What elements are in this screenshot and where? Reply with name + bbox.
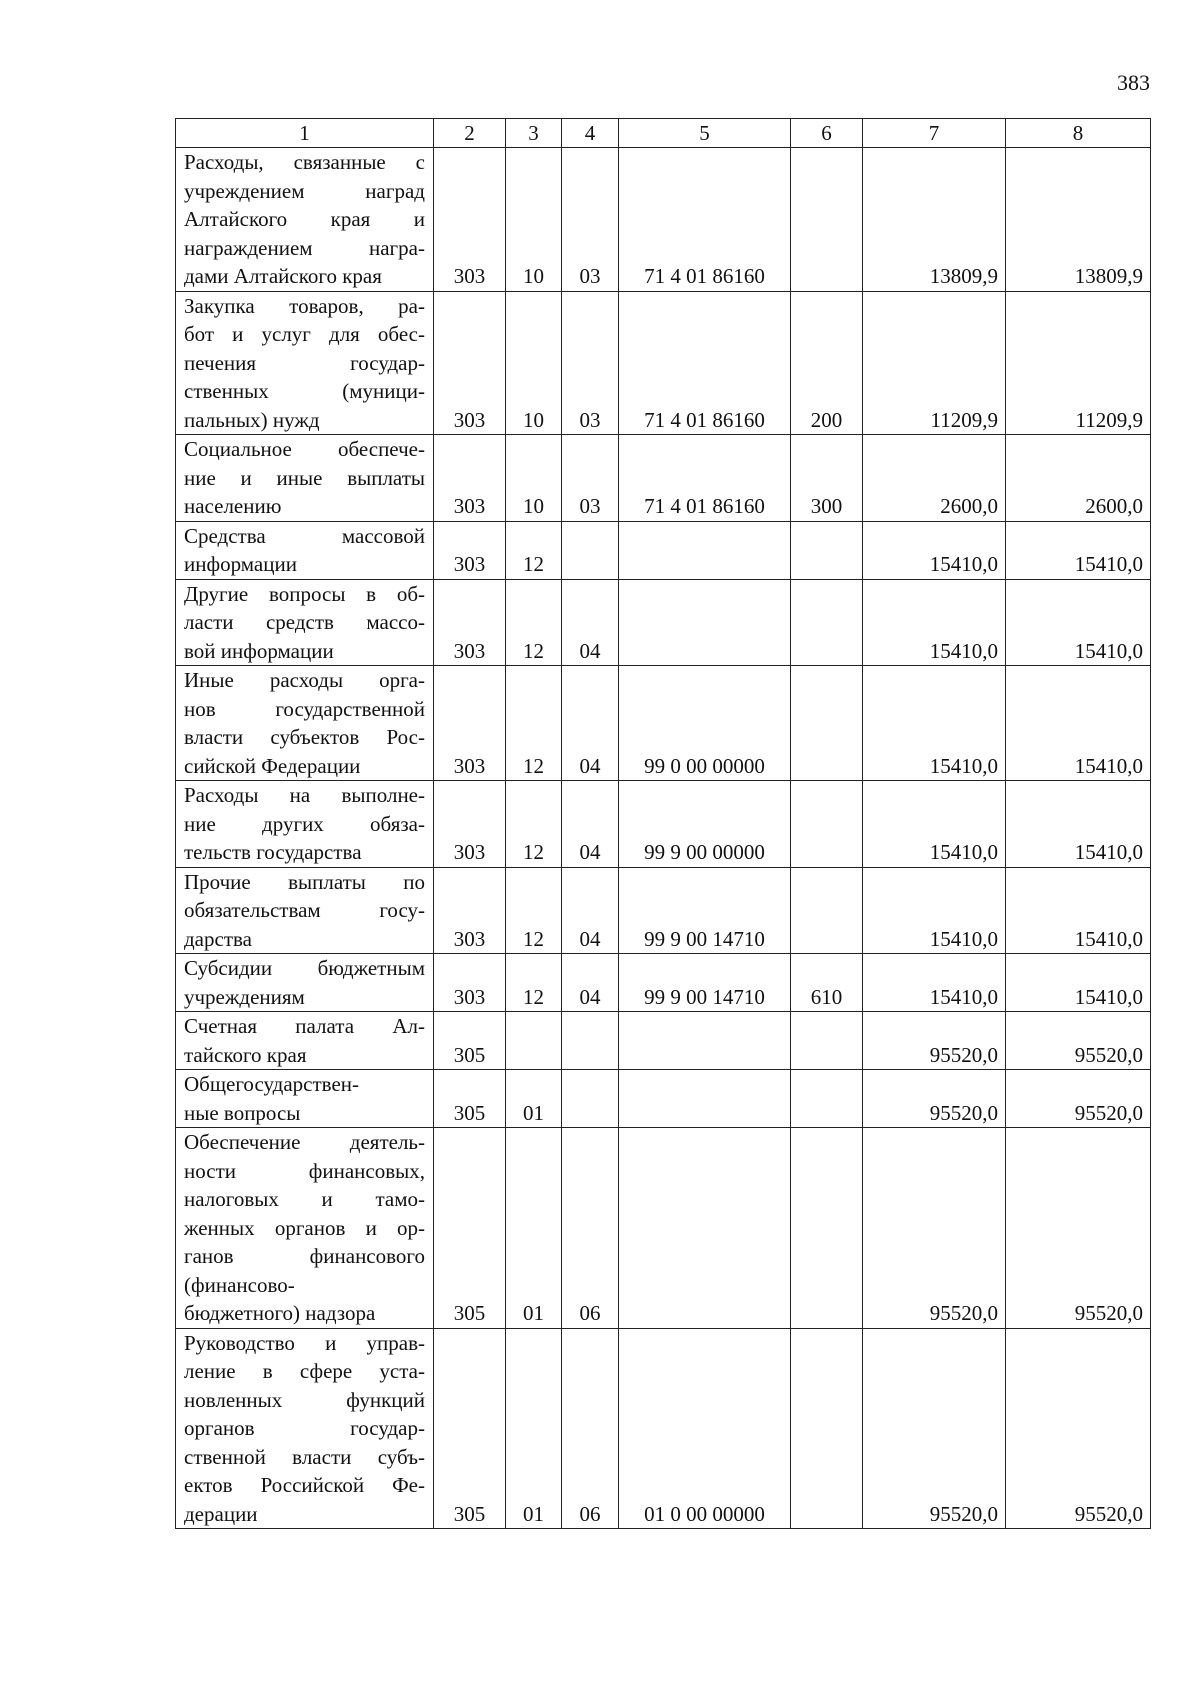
amount-cell-7: 15410,0: [863, 954, 1006, 1012]
item-name-cell: [176, 579, 434, 666]
admin-code-cell: 303: [434, 291, 506, 435]
header-cell: 3: [506, 119, 562, 148]
subsection-code-cell: 04: [562, 954, 619, 1012]
expense-type-cell: [791, 781, 863, 868]
item-name-cell: [176, 435, 434, 522]
subsection-code-cell: [562, 1012, 619, 1070]
expense-type-cell: 300: [791, 435, 863, 522]
item-name-line: сийской Федерации: [184, 753, 361, 778]
table-row: [176, 867, 1151, 954]
expense-type-cell: [791, 1070, 863, 1128]
item-name-line: Социальное обеспече-: [184, 437, 425, 461]
item-name-line: населению: [184, 494, 282, 518]
item-name-cell: [176, 666, 434, 781]
item-name-line: Расходы на выполне-: [184, 783, 425, 807]
section-code-cell: 12: [506, 666, 562, 781]
item-name-cell: [176, 954, 434, 1012]
section-code-cell: 01: [506, 1128, 562, 1329]
item-name-line: (финансово-: [184, 1272, 295, 1297]
item-name-cell: [176, 1328, 434, 1529]
item-name-line: Иные расходы орга-: [184, 668, 425, 692]
item-name-line: тельств государства: [184, 840, 362, 864]
amount-cell-7: 15410,0: [863, 867, 1006, 954]
item-name-line: власти субъектов Рос-: [184, 725, 425, 749]
table-row: [176, 1070, 1151, 1128]
item-name-line: ные вопросы: [184, 1100, 301, 1125]
amount-cell-8: 11209,9: [1006, 291, 1151, 435]
section-code-cell: [506, 1012, 562, 1070]
header-cell: 2: [434, 119, 506, 148]
item-name-cell: [176, 781, 434, 868]
table-row: [176, 435, 1151, 522]
header-cell: 4: [562, 119, 619, 148]
item-name-line: обязательствам госу-: [184, 898, 425, 922]
expense-type-cell: [791, 1012, 863, 1070]
target-article-cell: 99 9 00 14710: [619, 867, 791, 954]
amount-cell-7: 15410,0: [863, 579, 1006, 666]
admin-code-cell: 305: [434, 1070, 506, 1128]
amount-cell-7: 95520,0: [863, 1070, 1006, 1128]
item-name-line: ласти средств массо-: [184, 610, 425, 634]
item-name-line: Руководство и управ-: [184, 1330, 425, 1355]
subsection-code-cell: 03: [562, 291, 619, 435]
admin-code-cell: 303: [434, 521, 506, 579]
item-name-cell: [176, 521, 434, 579]
section-code-cell: 12: [506, 867, 562, 954]
header-cell: 5: [619, 119, 791, 148]
amount-cell-8: 15410,0: [1006, 867, 1151, 954]
expense-type-cell: [791, 148, 863, 292]
target-article-cell: 99 9 00 00000: [619, 781, 791, 868]
subsection-code-cell: 03: [562, 148, 619, 292]
item-name-cell: [176, 148, 434, 292]
amount-cell-7: 95520,0: [863, 1328, 1006, 1529]
item-name-line: нов государственной: [184, 696, 425, 721]
target-article-cell: 71 4 01 86160: [619, 291, 791, 435]
item-name-line: органов государ-: [184, 1416, 425, 1440]
table-row: [176, 1128, 1151, 1329]
table-row: [176, 1328, 1151, 1529]
item-name-line: Закупка товаров, ра-: [184, 293, 425, 318]
item-name-line: печения государ-: [184, 350, 425, 375]
item-name-line: ственных (муници-: [184, 379, 425, 403]
item-name-cell: [176, 867, 434, 954]
admin-code-cell: 303: [434, 435, 506, 522]
item-name-line: Обеспечение деятель-: [184, 1130, 425, 1154]
target-article-cell: 71 4 01 86160: [619, 148, 791, 292]
item-name-line: награждением награ-: [184, 235, 425, 260]
table-row: [176, 666, 1151, 781]
table-row: [176, 148, 1151, 292]
page-number: 383: [1117, 70, 1150, 95]
target-article-cell: [619, 1128, 791, 1329]
admin-code-cell: 303: [434, 867, 506, 954]
amount-cell-7: 13809,9: [863, 148, 1006, 292]
subsection-code-cell: 03: [562, 435, 619, 522]
target-article-cell: 71 4 01 86160: [619, 435, 791, 522]
table-row: [176, 954, 1151, 1012]
admin-code-cell: 305: [434, 1328, 506, 1529]
header-row: [176, 119, 1151, 148]
amount-cell-8: 95520,0: [1006, 1128, 1151, 1329]
subsection-code-cell: [562, 521, 619, 579]
item-name-line: дерации: [184, 1501, 258, 1526]
item-name-line: бот и услуг для обес-: [184, 322, 425, 346]
expense-type-cell: [791, 666, 863, 781]
amount-cell-7: 95520,0: [863, 1128, 1006, 1329]
item-name-line: ектов Российской Фе-: [184, 1473, 425, 1497]
table-row: [176, 291, 1151, 435]
header-cell: 1: [176, 119, 434, 148]
table-body: [176, 148, 1151, 1529]
amount-cell-7: 15410,0: [863, 666, 1006, 781]
item-name-line: учреждениям: [184, 984, 305, 1009]
amount-cell-7: 11209,9: [863, 291, 1006, 435]
item-name-line: бюджетного) надзора: [184, 1301, 376, 1325]
item-name-cell: [176, 1128, 434, 1329]
section-code-cell: 12: [506, 521, 562, 579]
amount-cell-7: 2600,0: [863, 435, 1006, 522]
expense-type-cell: 610: [791, 954, 863, 1012]
subsection-code-cell: 06: [562, 1328, 619, 1529]
target-article-cell: 99 9 00 14710: [619, 954, 791, 1012]
amount-cell-8: 95520,0: [1006, 1012, 1151, 1070]
item-name-line: дарства: [184, 926, 252, 951]
target-article-cell: [619, 579, 791, 666]
item-name-line: тайского края: [184, 1042, 307, 1067]
item-name-line: Счетная палата Ал-: [184, 1014, 425, 1038]
item-name-line: информации: [184, 552, 297, 576]
admin-code-cell: 303: [434, 781, 506, 868]
expense-type-cell: [791, 867, 863, 954]
item-name-line: вой информации: [184, 638, 334, 663]
section-code-cell: 12: [506, 579, 562, 666]
amount-cell-8: 15410,0: [1006, 521, 1151, 579]
target-article-cell: [619, 1070, 791, 1128]
subsection-code-cell: 04: [562, 781, 619, 868]
header-cell: 6: [791, 119, 863, 148]
table-row: [176, 1012, 1151, 1070]
table-row: [176, 781, 1151, 868]
subsection-code-cell: 04: [562, 867, 619, 954]
item-name-line: Общегосударствен-: [184, 1072, 360, 1096]
admin-code-cell: 303: [434, 579, 506, 666]
target-article-cell: [619, 521, 791, 579]
section-code-cell: 10: [506, 148, 562, 292]
item-name-line: ние и иные выплаты: [184, 465, 425, 490]
expense-type-cell: [791, 1128, 863, 1329]
subsection-code-cell: 06: [562, 1128, 619, 1329]
section-code-cell: 12: [506, 954, 562, 1012]
admin-code-cell: 303: [434, 148, 506, 292]
admin-code-cell: 305: [434, 1012, 506, 1070]
item-name-line: ние других обяза-: [184, 811, 425, 836]
item-name-line: ственной власти субъ-: [184, 1444, 425, 1469]
item-name-cell: [176, 1070, 434, 1128]
amount-cell-8: 13809,9: [1006, 148, 1151, 292]
section-code-cell: 10: [506, 435, 562, 522]
header-cell: 7: [863, 119, 1006, 148]
item-name-line: налоговых и тамо-: [184, 1187, 425, 1211]
table-row: [176, 521, 1151, 579]
amount-cell-8: 15410,0: [1006, 579, 1151, 666]
item-name-line: Другие вопросы в об-: [184, 581, 425, 606]
item-name-line: Субсидии бюджетным: [184, 956, 425, 980]
amount-cell-8: 15410,0: [1006, 666, 1151, 781]
subsection-code-cell: 04: [562, 579, 619, 666]
section-code-cell: 10: [506, 291, 562, 435]
expense-type-cell: [791, 521, 863, 579]
amount-cell-8: 15410,0: [1006, 781, 1151, 868]
section-code-cell: 01: [506, 1328, 562, 1529]
subsection-code-cell: 04: [562, 666, 619, 781]
item-name-line: учреждением наград: [184, 178, 425, 203]
item-name-line: Алтайского края и: [184, 207, 425, 231]
admin-code-cell: 303: [434, 954, 506, 1012]
item-name-line: ление в сфере уста-: [184, 1359, 425, 1383]
amount-cell-7: 15410,0: [863, 781, 1006, 868]
item-name-line: дами Алтайского края: [184, 264, 382, 288]
budget-table: [175, 118, 1151, 1529]
expense-type-cell: [791, 579, 863, 666]
item-name-line: ганов финансового: [184, 1244, 425, 1268]
amount-cell-8: 95520,0: [1006, 1328, 1151, 1529]
amount-cell-7: 15410,0: [863, 521, 1006, 579]
subsection-code-cell: [562, 1070, 619, 1128]
amount-cell-8: 15410,0: [1006, 954, 1151, 1012]
target-article-cell: [619, 1012, 791, 1070]
table-row: [176, 579, 1151, 666]
target-article-cell: 01 0 00 00000: [619, 1328, 791, 1529]
item-name-line: Расходы, связанные с: [184, 150, 425, 174]
header-cell: 8: [1006, 119, 1151, 148]
item-name-line: женных органов и ор-: [184, 1215, 425, 1240]
item-name-line: Средства массовой: [184, 523, 425, 548]
item-name-line: Прочие выплаты по: [184, 869, 425, 894]
admin-code-cell: 303: [434, 666, 506, 781]
section-code-cell: 12: [506, 781, 562, 868]
amount-cell-8: 2600,0: [1006, 435, 1151, 522]
expense-type-cell: [791, 1328, 863, 1529]
admin-code-cell: 305: [434, 1128, 506, 1329]
item-name-line: ности финансовых,: [184, 1158, 425, 1183]
target-article-cell: 99 0 00 00000: [619, 666, 791, 781]
amount-cell-8: 95520,0: [1006, 1070, 1151, 1128]
item-name-line: пальных) нужд: [184, 407, 320, 432]
item-name-line: новленных функций: [184, 1387, 425, 1412]
item-name-cell: [176, 291, 434, 435]
section-code-cell: 01: [506, 1070, 562, 1128]
item-name-cell: [176, 1012, 434, 1070]
amount-cell-7: 95520,0: [863, 1012, 1006, 1070]
expense-type-cell: 200: [791, 291, 863, 435]
